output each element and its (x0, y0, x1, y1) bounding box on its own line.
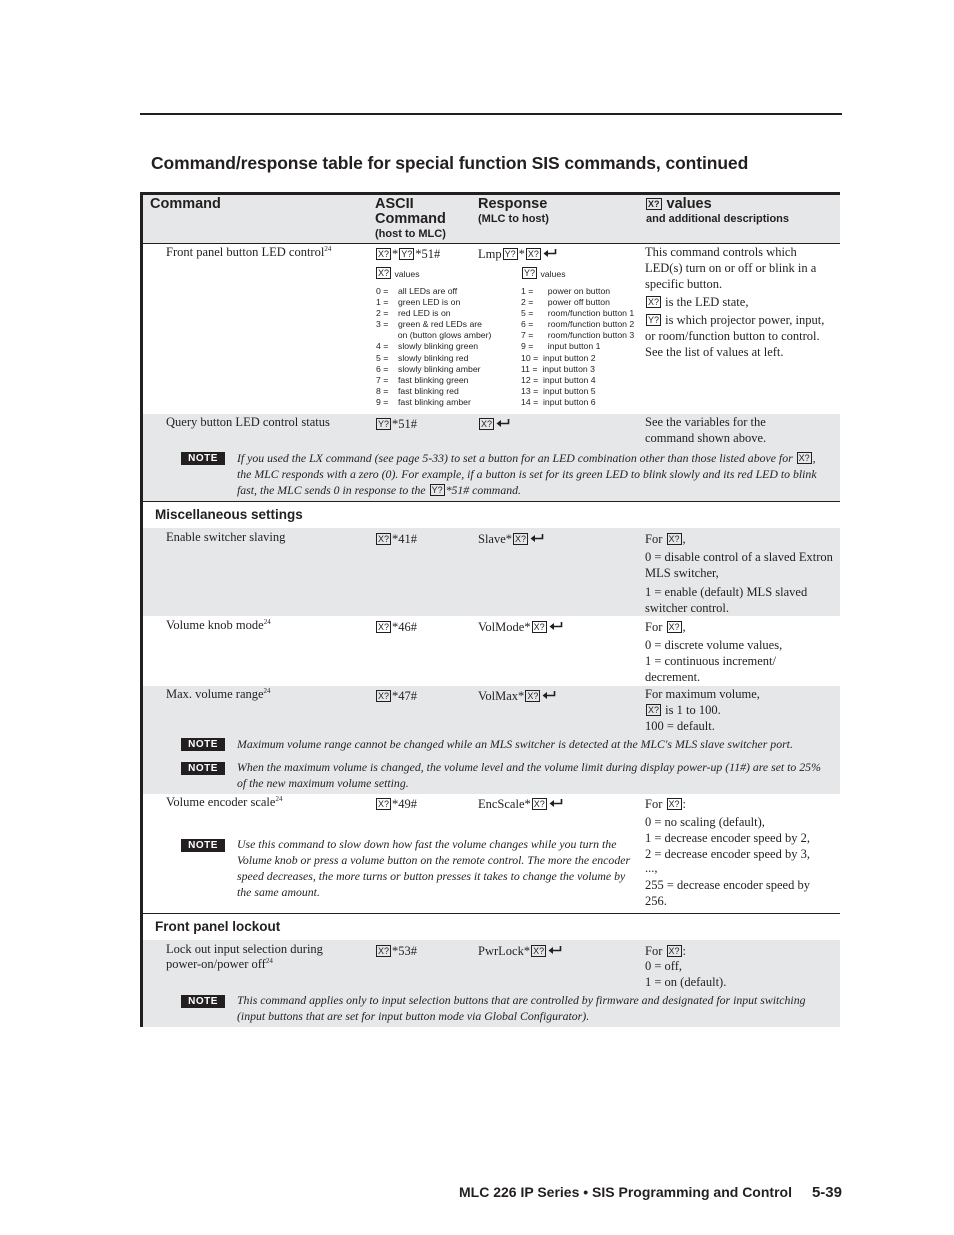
section-divider (143, 913, 840, 914)
cmd-slaving: X? *41# (378, 532, 418, 546)
x-variable-icon: X? (648, 297, 660, 307)
desc-lockout-1: 1 = on (default). (645, 975, 727, 989)
desc-encoder-255: 255 = decrease encoder speed by 256. (645, 878, 810, 908)
desc-max-volume-range: X? is 1 to 100. (648, 703, 721, 717)
y-value-item: 9 = input button 1 (521, 341, 601, 352)
y-value-item: 12 = input button 4 (521, 374, 596, 385)
page-number: 5-39 (811, 1184, 842, 1201)
y-variable-icon: Y? (431, 485, 443, 495)
x-value-item: 8 = fast blinking red (376, 385, 459, 396)
x-variable-icon: X? (533, 799, 545, 809)
y-values-title: Y? values (524, 268, 566, 279)
row-label-volume-knob: Volume knob mode$^{24}$ (166, 618, 271, 632)
y-value-item: 2 = power off button (521, 297, 610, 308)
y-variable-icon: Y? (524, 268, 536, 278)
x-variable-icon: X? (668, 534, 680, 544)
note-max-volume-level: When the maximum volume is changed, the volume level and the volume limit during display power-up (11#) are set to 25% of the new maximum volume setting. (237, 760, 821, 790)
desc-encoder-for: For X? : (645, 797, 686, 811)
row-label-slaving: Enable switcher slaving (166, 530, 286, 544)
y-value-item: 1 = power on button (521, 286, 611, 296)
x-variable-icon: X? (378, 946, 390, 956)
x-value-item: 5 = slowly blinking red (376, 352, 469, 363)
desc-max-volume: For maximum volume, (645, 687, 760, 701)
resp-lockout: PwrLock* X? (478, 944, 562, 960)
y-values-list (521, 286, 634, 408)
cmd-encoder-scale: X? *49# (378, 797, 418, 811)
return-icon (530, 533, 544, 543)
y-value-item: 11 = input button 3 (521, 363, 595, 374)
desc-volume-knob-1: 1 = continuous increment/ decrement. (645, 654, 776, 684)
x-values-title: X? values (378, 268, 420, 279)
desc-slaving-1: 1 = enable (default) MLS slaved switcher control. (645, 585, 808, 615)
x-value-item: 6 = slowly blinking amber (376, 363, 481, 374)
cmd-volume-knob: X? *46# (378, 620, 418, 634)
x-variable-icon: X? (527, 691, 539, 701)
x-value-item: 0 = all LEDs are off (376, 286, 458, 296)
x-variable-icon: X? (378, 249, 390, 259)
desc-slaving-for: For X? , (645, 532, 686, 546)
x-variable-icon: X? (527, 249, 539, 259)
x-variable-icon: X? (668, 622, 680, 632)
x-variable-icon: X? (378, 268, 390, 278)
desc-led-control: This command controls which LED(s) turn on or off or blink in a specific button. (645, 245, 817, 291)
row-label-query-led: Query button LED control status (166, 415, 330, 429)
note-led-zero: If you used the LX command (see page 5-33) to set a button for an LED combination other than those listed above for X? , the MLC responds with a zero (0). For example, if a button is set for its green LED to blink slowly and its red LED to blink fast, the MLC sends 0 in response to the Y? *51# command. (237, 451, 817, 497)
section-miscellaneous: Miscellaneous settings (155, 507, 303, 522)
x-variable-icon: X? (798, 453, 810, 463)
return-icon (496, 418, 510, 428)
desc-lockout-for: For X? : (645, 944, 686, 958)
x-variable-icon: X? (515, 534, 527, 544)
header-values (645, 197, 712, 212)
resp-volume-knob: VolMode* X? (478, 620, 563, 636)
return-icon (543, 248, 557, 258)
header-response-sub: (MLC to host) (478, 213, 549, 225)
desc-query-led: See the variables for the command shown above. (645, 415, 767, 445)
x-value-item: 2 = red LED is on (376, 308, 451, 319)
row-label-lockout-2: power-on/power off$^{24}$ (166, 957, 273, 971)
note-badge: NOTE (181, 839, 225, 852)
note-max-volume-mls: Maximum volume range cannot be changed while an MLS switcher is detected at the MLC's MLS slave switcher port. (237, 737, 793, 751)
resp-encoder-scale: EncScale* X? (478, 797, 563, 813)
row-label-encoder-scale: Volume encoder scale$^{24}$ (166, 795, 283, 809)
x-variable-icon: X? (668, 799, 680, 809)
x-variable-icon: X? (668, 946, 680, 956)
y-value-item: 14 = input button 6 (521, 396, 596, 407)
desc-max-volume-default: 100 = default. (645, 719, 715, 733)
y-value-item: 13 = input button 5 (521, 385, 596, 396)
section-front-panel-lockout: Front panel lockout (155, 919, 281, 934)
x-variable-icon: X? (533, 622, 545, 632)
top-rule (140, 113, 842, 115)
desc-encoder-2: 2 = decrease encoder speed by 3, (645, 847, 810, 861)
cmd-max-volume: X? *47# (378, 689, 418, 703)
header-values-label: values (666, 196, 712, 212)
return-icon (549, 621, 563, 631)
header-divider (143, 243, 840, 244)
section-divider (143, 501, 840, 502)
desc-led-button: Y? is which projector power, input, or room/function button to control. See the list of values at left. (645, 313, 825, 359)
x-variable-icon: X? (378, 799, 390, 809)
desc-encoder-1: 1 = decrease encoder speed by 2, (645, 831, 810, 845)
resp-slaving: Slave* X? (478, 532, 544, 548)
desc-lockout-0: 0 = off, (645, 959, 683, 973)
header-ascii-command: Command (375, 211, 446, 227)
x-value-item: 3 = green & red LEDs are (376, 319, 482, 330)
y-value-item: 6 = room/function button 2 (521, 319, 635, 330)
resp-max-volume: VolMax* X? (478, 689, 556, 705)
cmd-lockout: X? *53# (378, 944, 418, 958)
x-value-item: on (button glows amber) (376, 330, 492, 341)
note-lockout: This command applies only to input selection buttons that are controlled by firmware and designated for input switching (input buttons that are set for input button mode via Global Configurator). (237, 993, 806, 1023)
header-ascii: ASCII (375, 196, 414, 212)
y-value-item: 7 = room/function button 3 (521, 330, 635, 341)
x-variable-icon: X? (533, 946, 545, 956)
page-footer (459, 1184, 842, 1201)
x-variable-icon: X? (648, 705, 660, 715)
x-value-item: 1 = green LED is on (376, 297, 461, 308)
y-variable-icon: Y? (504, 249, 516, 259)
desc-slaving-0: 0 = disable control of a slaved Extron MLS switcher, (645, 550, 833, 580)
row-label-lockout-1: Lock out input selection during (166, 942, 323, 956)
desc-volume-knob-for: For X? , (645, 620, 686, 634)
x-values-list (376, 286, 491, 408)
resp-query-led (478, 417, 510, 433)
y-variable-icon: Y? (378, 419, 390, 429)
y-value-item: 5 = room/function button 1 (521, 308, 635, 319)
x-value-item: 4 = slowly blinking green (376, 341, 479, 352)
y-variable-icon: Y? (401, 249, 413, 259)
return-icon (549, 798, 563, 808)
note-badge: NOTE (181, 452, 225, 465)
footer-title: MLC 226 IP Series • SIS Programming and Control (459, 1184, 792, 1200)
row-label-led-control: Front panel button LED control$^{24}$ (166, 245, 332, 259)
x-variable-icon: X? (481, 419, 493, 429)
cmd-led-control: X? * Y? *51# (378, 247, 441, 261)
resp-led-control: Lmp Y? * X? (478, 247, 557, 263)
note-badge: NOTE (181, 738, 225, 751)
return-icon (548, 945, 562, 955)
x-variable-icon: X? (648, 199, 660, 209)
x-value-item: 9 = fast blinking amber (376, 396, 471, 407)
x-variable-icon: X? (378, 534, 390, 544)
note-encoder: Use this command to slow down how fast the volume changes while you turn the Volume knob or press a volume button on the remote control. The more the encoder speed decreases, the more turns or button presses it takes to change the volume by the same amount. (237, 837, 631, 899)
x-variable-icon: X? (378, 622, 390, 632)
header-command: Command (150, 196, 221, 212)
desc-volume-knob-0: 0 = discrete volume values, (645, 638, 783, 652)
desc-led-state: X? is the LED state, (648, 295, 749, 309)
header-response: Response (478, 196, 548, 212)
note-badge: NOTE (181, 995, 225, 1008)
desc-encoder-ellipsis: ..., (645, 861, 658, 875)
x-variable-icon: X? (378, 691, 390, 701)
header-values-sub: and additional descriptions (646, 213, 790, 225)
note-badge: NOTE (181, 762, 225, 775)
header-ascii-sub: (host to MLC) (375, 228, 446, 240)
y-value-item: 10 = input button 2 (521, 352, 596, 363)
page-title: Command/response table for special function SIS commands, continued (151, 153, 749, 173)
x-value-item: 7 = fast blinking green (376, 374, 469, 385)
cmd-query-led: Y? *51# (378, 417, 418, 431)
return-icon (542, 690, 556, 700)
desc-encoder-0: 0 = no scaling (default), (645, 815, 765, 829)
y-variable-icon: Y? (648, 315, 660, 325)
row-label-max-volume: Max. volume range$^{24}$ (166, 687, 271, 701)
